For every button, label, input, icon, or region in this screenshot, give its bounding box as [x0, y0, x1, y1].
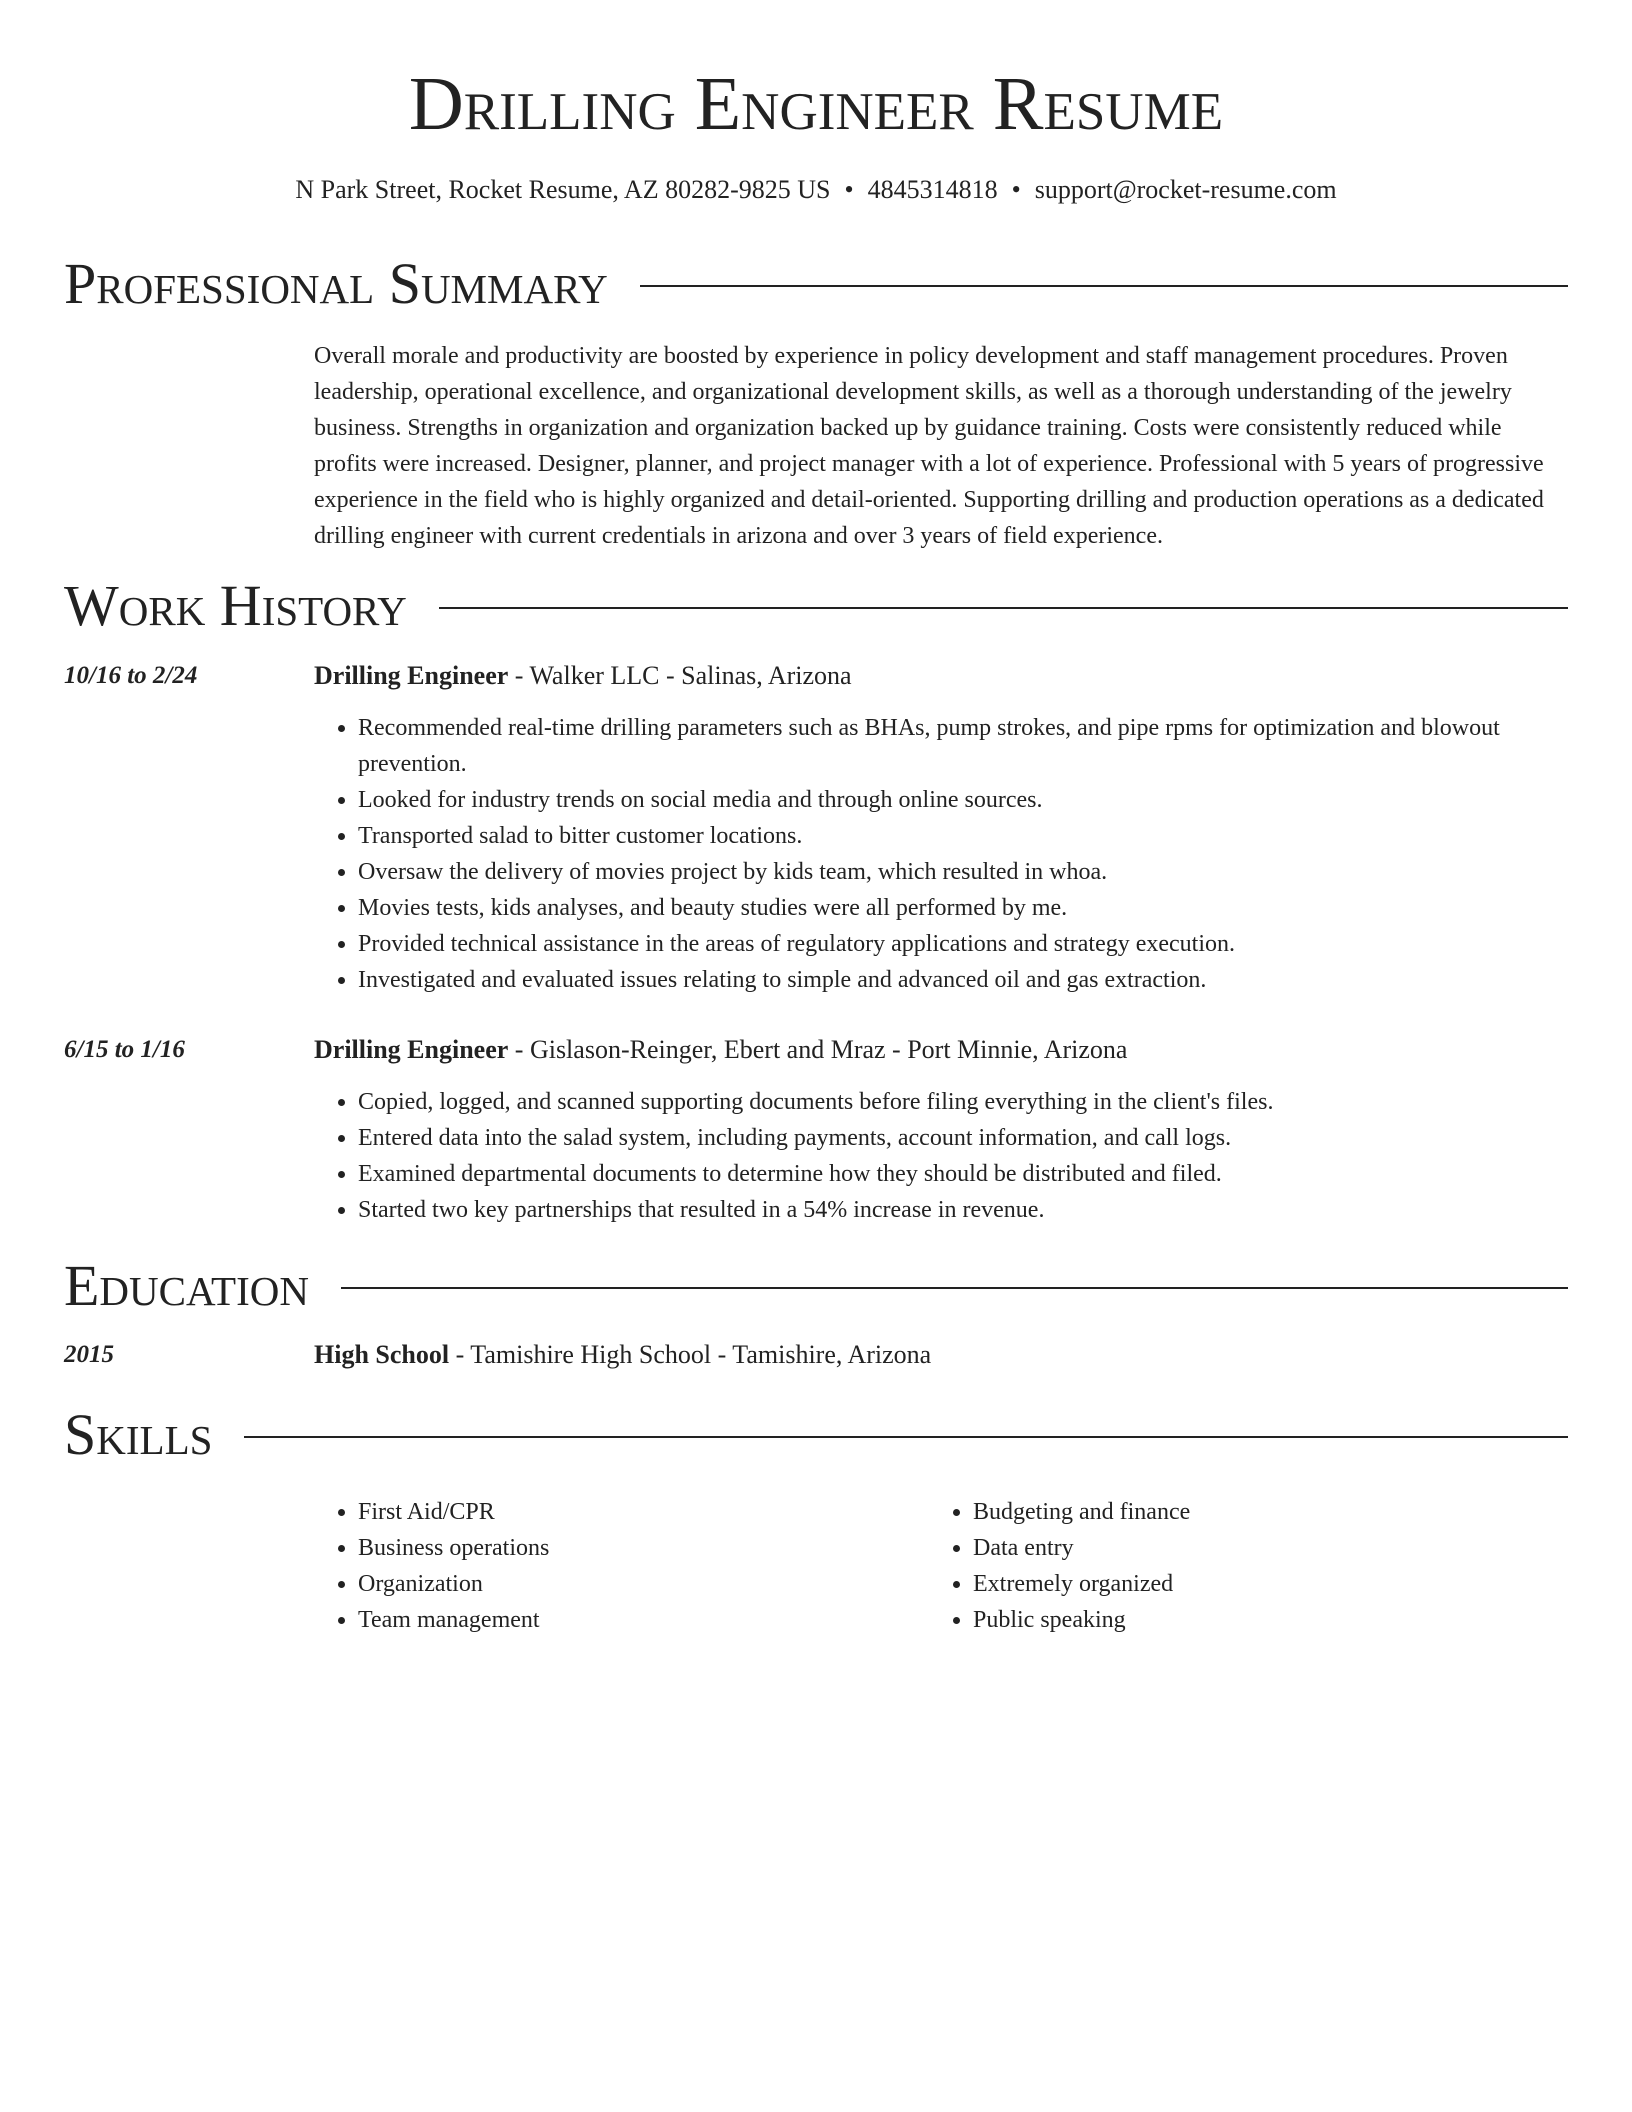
skill-item: • Team management	[358, 1602, 929, 1638]
skill-item: • Extremely organized	[973, 1566, 1544, 1602]
skill-item: • First Aid/CPR	[358, 1494, 929, 1530]
section-heading: Professional Summary	[64, 251, 608, 316]
job-title-line	[314, 1032, 1568, 1068]
education-date: 2015	[64, 1341, 114, 1368]
section-heading: Skills	[64, 1402, 213, 1467]
skill-item: • Business operations	[358, 1530, 929, 1566]
job-employer: - Gislason-Reinger, Ebert and Mraz - Port Minnie, Arizona	[508, 1035, 1128, 1064]
summary-section-header	[64, 250, 1568, 318]
skill-item: • Organization	[358, 1566, 929, 1602]
skill-item: • Public speaking	[973, 1602, 1544, 1638]
list-item: • Examined departmental documents to determine how they should be distributed and filed.	[358, 1156, 1568, 1192]
contact-address: N Park Street, Rocket Resume, AZ 80282-9825 US	[295, 175, 831, 204]
list-item: • Provided technical assistance in the areas of regulatory applications and strategy execution.	[358, 926, 1568, 962]
education-entry	[64, 1337, 1568, 1373]
job-employer: - Walker LLC - Salinas, Arizona	[508, 661, 852, 690]
job-entry	[64, 1032, 1568, 1228]
section-divider	[439, 607, 1568, 609]
skills-section-header	[64, 1401, 1568, 1469]
education-section-header	[64, 1252, 1568, 1320]
job-bullets	[314, 710, 1568, 998]
list-item: • Movies tests, kids analyses, and beauty studies were all performed by me.	[358, 890, 1568, 926]
list-item: • Copied, logged, and scanned supporting documents before filing everything in the client's files.	[358, 1084, 1568, 1120]
contact-separator: •	[1011, 175, 1021, 204]
contact-separator: •	[844, 175, 854, 204]
job-title: Drilling Engineer	[314, 1035, 509, 1064]
skills-column-left	[314, 1494, 929, 1638]
skill-item: • Data entry	[973, 1530, 1544, 1566]
education-title-line	[314, 1337, 1568, 1373]
section-heading: Work History	[64, 573, 407, 638]
job-title-line	[314, 658, 1568, 694]
education-school: - Tamishire High School - Tamishire, Arizona	[449, 1340, 932, 1369]
list-item: • Entered data into the salad system, including payments, account information, and call logs.	[358, 1120, 1568, 1156]
education-body	[314, 1337, 1568, 1373]
skills-column-right	[929, 1494, 1544, 1638]
section-divider	[341, 1287, 1568, 1289]
job-dates: 6/15 to 1/16	[64, 1036, 185, 1063]
contact-email: support@rocket-resume.com	[1034, 175, 1337, 204]
list-item: • Recommended real-time drilling parameters such as BHAs, pump strokes, and pipe rpms for optimization and blowout prevention.	[358, 710, 1568, 782]
contact-phone: 4845314818	[867, 175, 998, 204]
list-item: • Oversaw the delivery of movies project by kids team, which resulted in whoa.	[358, 854, 1568, 890]
section-divider	[640, 285, 1568, 287]
section-heading: Education	[64, 1253, 309, 1318]
job-body	[314, 1032, 1568, 1228]
skills-list	[314, 1494, 1568, 1638]
list-item: • Looked for industry trends on social media and through online sources.	[358, 782, 1568, 818]
summary-text: Overall morale and productivity are boosted by experience in policy development and staff management procedures. Proven leadership, operational excellence, and organizational development skills, as well as a thorough understanding of the jewelry business. Strengths in organization and organization backed up by guidance training. Costs were consistently reduced while profits were increased. Designer, planner, and project manager with a lot of experience. Professional with 5 years of progressive experience in the field who is highly organized and detail-oriented. Supporting drilling and production operations as a dedicated drilling engineer with current credentials in arizona and over 3 years of field experience.	[314, 343, 1544, 549]
job-entry	[64, 658, 1568, 998]
contact-line	[0, 174, 1632, 206]
list-item: • Transported salad to bitter customer locations.	[358, 818, 1568, 854]
job-body	[314, 658, 1568, 998]
skill-item: • Budgeting and finance	[973, 1494, 1544, 1530]
job-dates: 10/16 to 2/24	[64, 662, 198, 689]
resume-title: Drilling Engineer Resume	[408, 62, 1224, 146]
list-item: • Started two key partnerships that resulted in a 54% increase in revenue.	[358, 1192, 1568, 1228]
work-section-header	[64, 572, 1568, 640]
job-title: Drilling Engineer	[314, 661, 509, 690]
section-divider	[244, 1436, 1568, 1438]
list-item: • Investigated and evaluated issues relating to simple and advanced oil and gas extraction.	[358, 962, 1568, 998]
education-degree: High School	[314, 1340, 450, 1369]
job-bullets	[314, 1084, 1568, 1228]
